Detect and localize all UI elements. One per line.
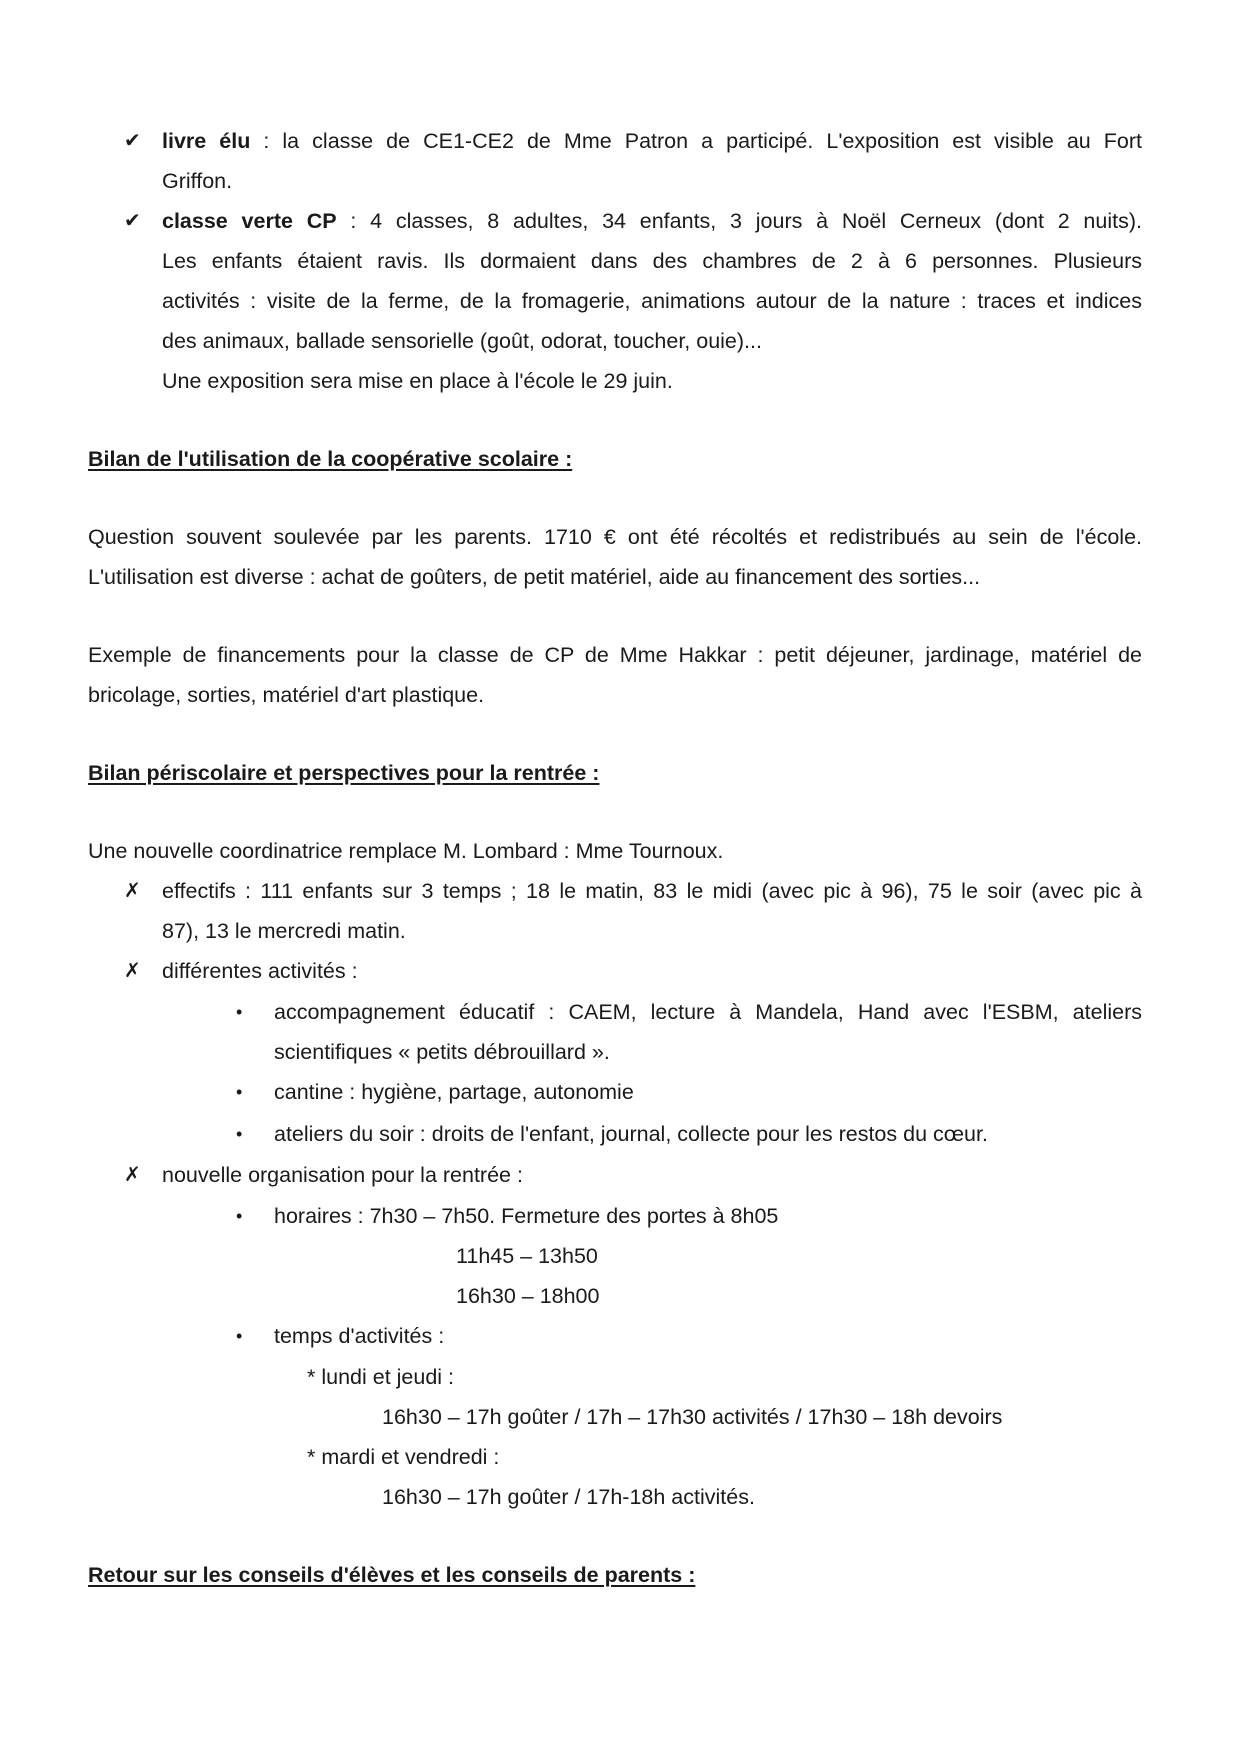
cooperative-paragraph: Question souvent soulevée par les parents. 1710 € ont été récoltés et redistribués au sein de l'école. <box>88 525 1142 549</box>
section-heading-retour: Retour sur les conseils d'élèves et les conseils de parents : <box>88 1563 696 1587</box>
cooperative-paragraph: L'utilisation est diverse : achat de goûters, de petit matériel, aide au financement des sorties... <box>88 565 981 589</box>
cross-mark-icon: ✗ <box>124 1164 141 1186</box>
organisation-label: nouvelle organisation pour la rentrée : <box>162 1163 523 1187</box>
lundi-jeudi-label: * lundi et jeudi : <box>307 1365 455 1389</box>
activite-cantine: cantine : hygiène, partage, autonomie <box>274 1080 634 1104</box>
periscolaire-intro: Une nouvelle coordinatrice remplace M. Lombard : Mme Tournoux. <box>88 839 724 863</box>
activite-accompagnement-continuation: scientifiques « petits débrouillard ». <box>274 1040 610 1064</box>
mardi-vendredi-label: * mardi et vendredi : <box>307 1445 500 1469</box>
cooperative-example: Exemple de financements pour la classe de CP de Mme Hakkar : petit déjeuner, jardinage, matériel de <box>88 643 1142 667</box>
cross-mark-icon: ✗ <box>124 880 141 902</box>
mardi-vendredi-detail: 16h30 – 17h goûter / 17h-18h activités. <box>382 1485 755 1509</box>
activite-ateliers: ateliers du soir : droits de l'enfant, journal, collecte pour les restos du cœur. <box>274 1122 988 1146</box>
check-item-continuation: Griffon. <box>162 169 233 193</box>
check-item-continuation: des animaux, ballade sensorielle (goût, odorat, toucher, ouie)... <box>162 329 762 353</box>
bullet-icon: • <box>236 1002 243 1022</box>
temps-activites-label: temps d'activités : <box>274 1324 445 1348</box>
cooperative-example: bricolage, sorties, matériel d'art plastique. <box>88 683 485 707</box>
horaires-midi: 11h45 – 13h50 <box>456 1244 598 1268</box>
check-item-continuation: Les enfants étaient ravis. Ils dormaient dans des chambres de 2 à 6 personnes. Plusieurs <box>162 249 1142 273</box>
exposition-note: Une exposition sera mise en place à l'école le 29 juin. <box>162 369 673 393</box>
horaires-line: horaires : 7h30 – 7h50. Fermeture des portes à 8h05 <box>274 1204 779 1228</box>
activite-accompagnement: accompagnement éducatif : CAEM, lecture à Mandela, Hand avec l'ESBM, ateliers <box>274 1000 1142 1024</box>
cross-mark-icon: ✗ <box>124 960 141 982</box>
check-item-title: classe verte CP <box>162 209 337 233</box>
effectifs-item: effectifs : 111 enfants sur 3 temps ; 18 le matin, 83 le midi (avec pic à 96), 75 le soir (avec pic à <box>162 879 1142 903</box>
bullet-icon: • <box>236 1326 243 1346</box>
activites-label: différentes activités : <box>162 959 358 983</box>
check-item-text: : 4 classes, 8 adultes, 34 enfants, 3 jours à Noël Cerneux (dont 2 nuits). <box>336 209 1142 233</box>
lundi-jeudi-detail: 16h30 – 17h goûter / 17h – 17h30 activités / 17h30 – 18h devoirs <box>382 1405 1003 1429</box>
effectifs-item-continuation: 87), 13 le mercredi matin. <box>162 919 406 943</box>
check-item-title: livre élu <box>162 129 251 153</box>
bullet-icon: • <box>236 1082 243 1102</box>
check-item-text: : la classe de CE1-CE2 de Mme Patron a participé. L'exposition est visible au Fort <box>250 129 1142 153</box>
bullet-icon: • <box>236 1206 243 1226</box>
horaires-soir: 16h30 – 18h00 <box>456 1284 600 1308</box>
check-item-continuation: activités : visite de la ferme, de la fromagerie, animations autour de la nature : traces et indices <box>162 289 1142 313</box>
check-item-classe-verte <box>162 208 1142 234</box>
check-mark-icon: ✔ <box>124 130 141 152</box>
section-heading-periscolaire: Bilan périscolaire et perspectives pour la rentrée : <box>88 761 600 785</box>
bullet-icon: • <box>236 1124 243 1144</box>
check-mark-icon: ✔ <box>124 210 141 232</box>
check-item-livre-elu <box>162 128 1142 154</box>
section-heading-cooperative: Bilan de l'utilisation de la coopérative scolaire : <box>88 447 573 471</box>
